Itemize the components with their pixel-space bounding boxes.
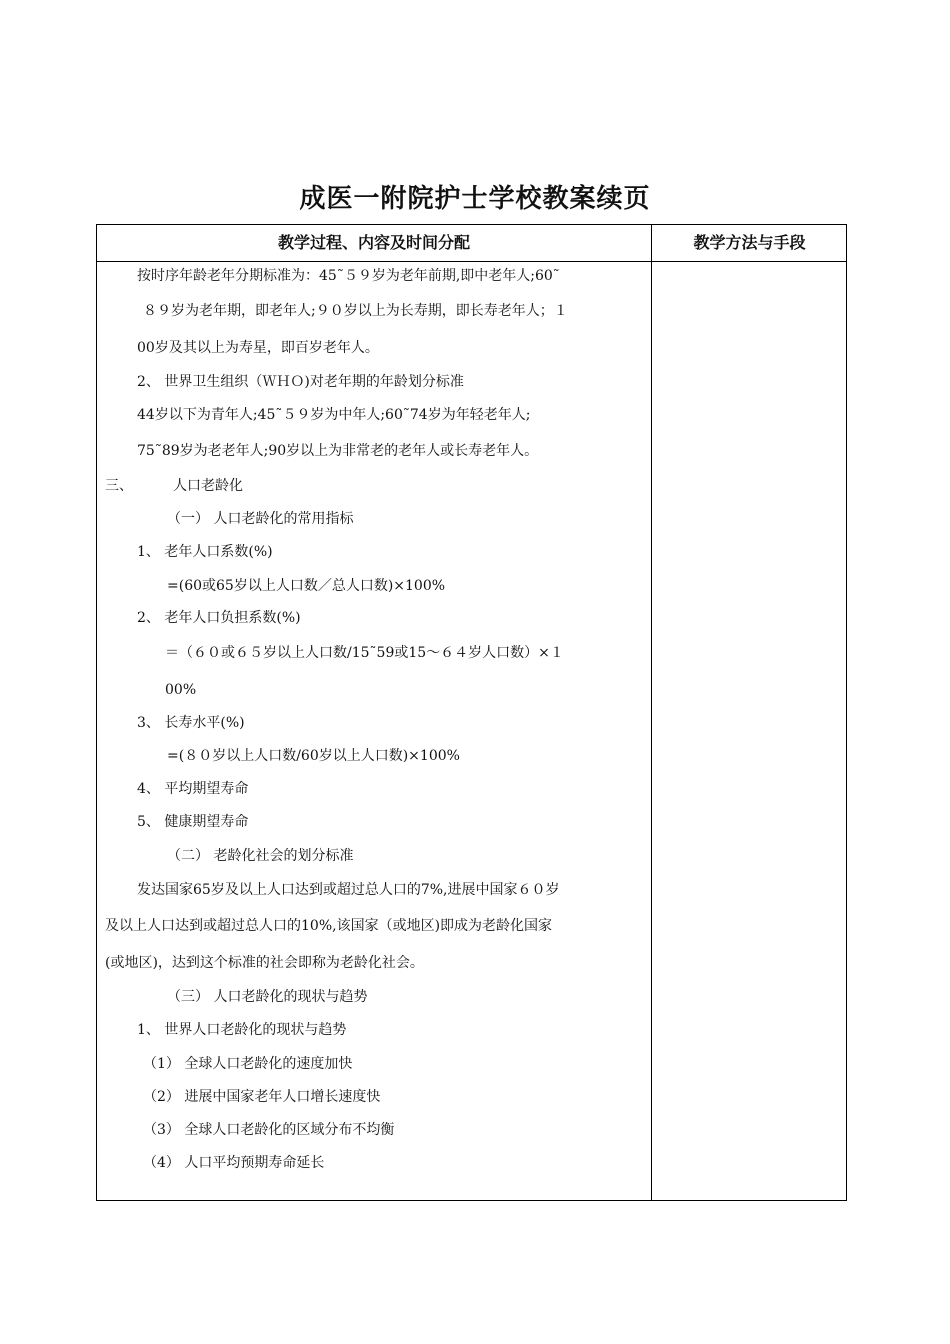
text-line: ８９岁为老年期，即老年人;９０岁以上为长寿期，即长寿老年人；１ — [143, 303, 568, 319]
column-divider — [651, 225, 652, 1200]
subsection-heading: （一） 人口老龄化的常用指标 — [167, 511, 354, 527]
text-line: 发达国家65岁及以上人口达到或超过总人口的7%,进展中国家６０岁 — [137, 882, 560, 898]
text-line: 1、 世界人口老龄化的现状与趋势 — [137, 1022, 347, 1038]
section-heading: 人口老龄化 — [173, 478, 243, 494]
text-line: 5、 健康期望寿命 — [137, 814, 249, 830]
text-line: 1、 老年人口系数(%) — [137, 544, 273, 560]
text-line: 44岁以下为青年人;45˜５９岁为中年人;60˜74岁为年轻老年人; — [137, 407, 531, 423]
section-number: 三、 — [105, 478, 133, 494]
page-title: 成医一附院护士学校教案续页 — [299, 184, 651, 214]
header-teaching-methods: 教学方法与手段 — [693, 233, 806, 252]
formula-line: =(８０岁以上人口数/60岁以上人口数)×100% — [167, 748, 460, 764]
text-line: 2、 老年人口负担系数(%) — [137, 610, 301, 626]
subsection-heading: （二） 老龄化社会的划分标准 — [167, 848, 354, 864]
text-line: 按时序年龄老年分期标准为：45˜５９岁为老年前期,即中老年人;60˜ — [137, 268, 560, 284]
text-line: 2、 世界卫生组织（ＷＨＯ)对老年期的年龄划分标准 — [137, 374, 464, 390]
header-teaching-process: 教学过程、内容及时间分配 — [277, 233, 470, 252]
header-divider — [97, 261, 846, 262]
text-line: (或地区)，达到这个标准的社会即称为老龄化社会。 — [105, 955, 424, 971]
subsection-heading: （三） 人口老龄化的现状与趋势 — [167, 989, 368, 1005]
text-line: 75˜89岁为老老年人;90岁以上为非常老的老年人或长寿老年人。 — [137, 443, 539, 459]
list-item: （3） 全球人口老龄化的区域分布不均衡 — [143, 1122, 395, 1138]
text-line: 及以上人口达到或超过总人口的10%,该国家（或地区)即成为老龄化国家 — [105, 918, 553, 934]
formula-line: 00% — [165, 682, 197, 698]
formula-line: ＝（６０或６５岁以上人口数/15˜59或15～６４岁人口数）×１ — [165, 645, 564, 661]
text-line: 00岁及其以上为寿星，即百岁老年人。 — [137, 340, 379, 356]
list-item: （2） 进展中国家老年人口增长速度快 — [143, 1089, 381, 1105]
text-line: 3、 长寿水平(%) — [137, 715, 245, 731]
formula-line: =(60或65岁以上人口数／总人口数)×100% — [167, 578, 446, 594]
list-item: （1） 全球人口老龄化的速度加快 — [143, 1056, 353, 1072]
text-line: 4、 平均期望寿命 — [137, 781, 249, 797]
list-item: （4） 人口平均预期寿命延长 — [143, 1155, 325, 1171]
